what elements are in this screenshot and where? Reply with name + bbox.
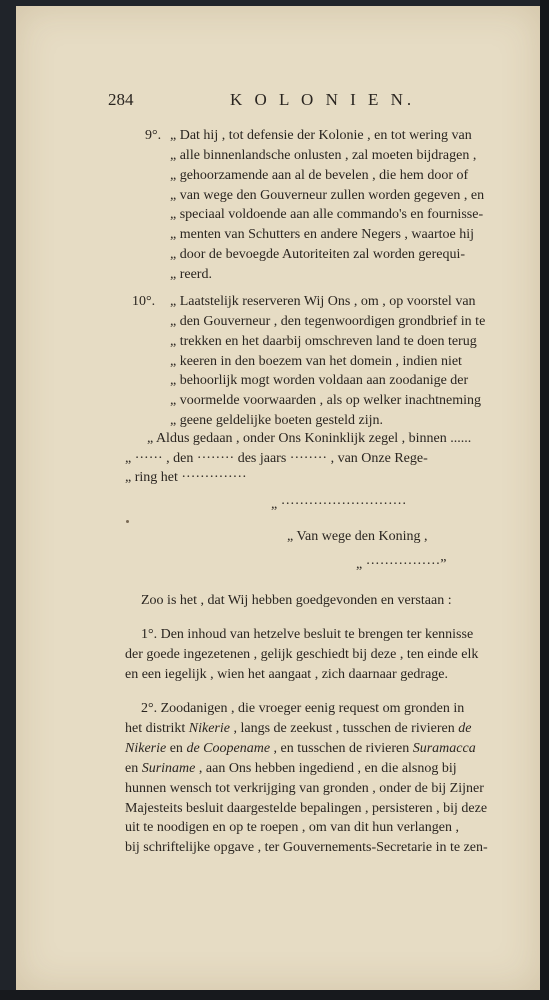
article-10-line: „ behoorlijk mogt worden voldaan aan zoodanige der (170, 373, 469, 388)
paper-speck (126, 520, 129, 523)
page-header (0, 90, 524, 114)
text-run: en (166, 741, 187, 756)
text-run: en (125, 761, 142, 776)
article-9-line: „ door de bevoegde Autoriteiten zal worden gerequi- (170, 247, 466, 262)
decree-line: bij schriftelijke opgave , ter Gouvernements-Secretarie in te zen- (125, 840, 488, 855)
article-10-line: „ trekken en het daarbij omschreven land te doen terug (170, 334, 477, 349)
page-number: 284 (108, 90, 134, 109)
article-10-number: 10°. (132, 294, 156, 309)
article-9-line: „ alle binnenlandsche onlusten , zal moeten bijdragen , (170, 148, 477, 163)
decree-line: Majesteits besluit daargestelde bepalingen , persisteren , bij deze (125, 801, 488, 816)
running-title: K O L O N I E N. (230, 90, 416, 109)
article-9-line: „ van wege den Gouverneur zullen worden gegeven , en (170, 188, 485, 203)
article-10-line: „ den Gouverneur , den tegenwoordigen grondbrief in te (170, 314, 486, 329)
place-name: Suriname (141, 761, 196, 776)
place-name: Nikerie (125, 741, 167, 756)
article-9-line: „ reerd. (170, 267, 212, 282)
article-10-line: „ geene geldelijke boeten gesteld zijn. (170, 413, 384, 428)
book-page (16, 6, 540, 990)
place-name: de Coopename (186, 741, 271, 756)
scan-edge-bottom (0, 990, 549, 1000)
text-run: , langs de zeekust , tusschen de rivieren (230, 721, 459, 736)
closing-line: „ ring het ·············· (125, 470, 247, 485)
decree-line: uit te noodigen en op te roepen , om van dit hun verlangen , (125, 820, 459, 835)
article-9-line: „ gehoorzamende aan al de bevelen , die hem door of (170, 168, 469, 183)
text-run: , en tusschen de rivieren (270, 741, 413, 756)
scan-edge-right (540, 0, 549, 1000)
signature-dots: „ ··························· (271, 497, 407, 512)
place-name: Suramacca (412, 741, 476, 756)
closing-line: „ Aldus gedaan , onder Ons Koninklijk zegel , binnen ...... (147, 431, 472, 446)
decree-line (125, 740, 476, 758)
king-dots: „ ················” (356, 557, 447, 572)
decree-line: 2°. Zoodanigen , die vroeger eenig request om gronden in (141, 701, 465, 716)
place-name: de (458, 721, 472, 736)
closing-line: „ ······ , den ········ des jaars ········ , van Onze Rege- (125, 451, 428, 466)
article-9-number: 9°. (145, 128, 162, 143)
article-10-line: „ Laatstelijk reserveren Wij Ons , om , op voorstel van (170, 294, 476, 309)
text-run: , aan Ons hebben ingediend , en die alsnog bij (195, 761, 457, 776)
place-name: Nikerie (188, 721, 230, 736)
decree-line: 1°. Den inhoud van hetzelve besluit te brengen ter kennisse (141, 627, 474, 642)
article-9-line: „ speciaal voldoende aan alle commando's en fournisse- (170, 207, 484, 222)
text-run: het distrikt (125, 721, 189, 736)
article-9-line: „ Dat hij , tot defensie der Kolonie , en tot wering van (170, 128, 472, 143)
decree-line: hunnen wensch tot verkrijging van gronden , onder de bij Zijner (125, 781, 484, 796)
decree-line (125, 760, 457, 778)
article-10-line: „ voormelde voorwaarden , als op welker inachtneming (170, 393, 482, 408)
article-9-line: „ menten van Schutters en andere Negers , waartoe hij (170, 227, 474, 242)
decree-line: en een iegelijk , wien het aangaat , zich daarnaar gedrage. (125, 667, 448, 682)
king-line: „ Van wege den Koning , (287, 529, 428, 544)
article-10-line: „ keeren in den boezem van het domein , indien niet (170, 354, 462, 369)
decree-line (125, 720, 471, 738)
decree-intro: Zoo is het , dat Wij hebben goedgevonden en verstaan : (141, 593, 452, 608)
decree-line: der goede ingezetenen , gelijk geschiedt bij deze , ten einde elk (125, 647, 479, 662)
